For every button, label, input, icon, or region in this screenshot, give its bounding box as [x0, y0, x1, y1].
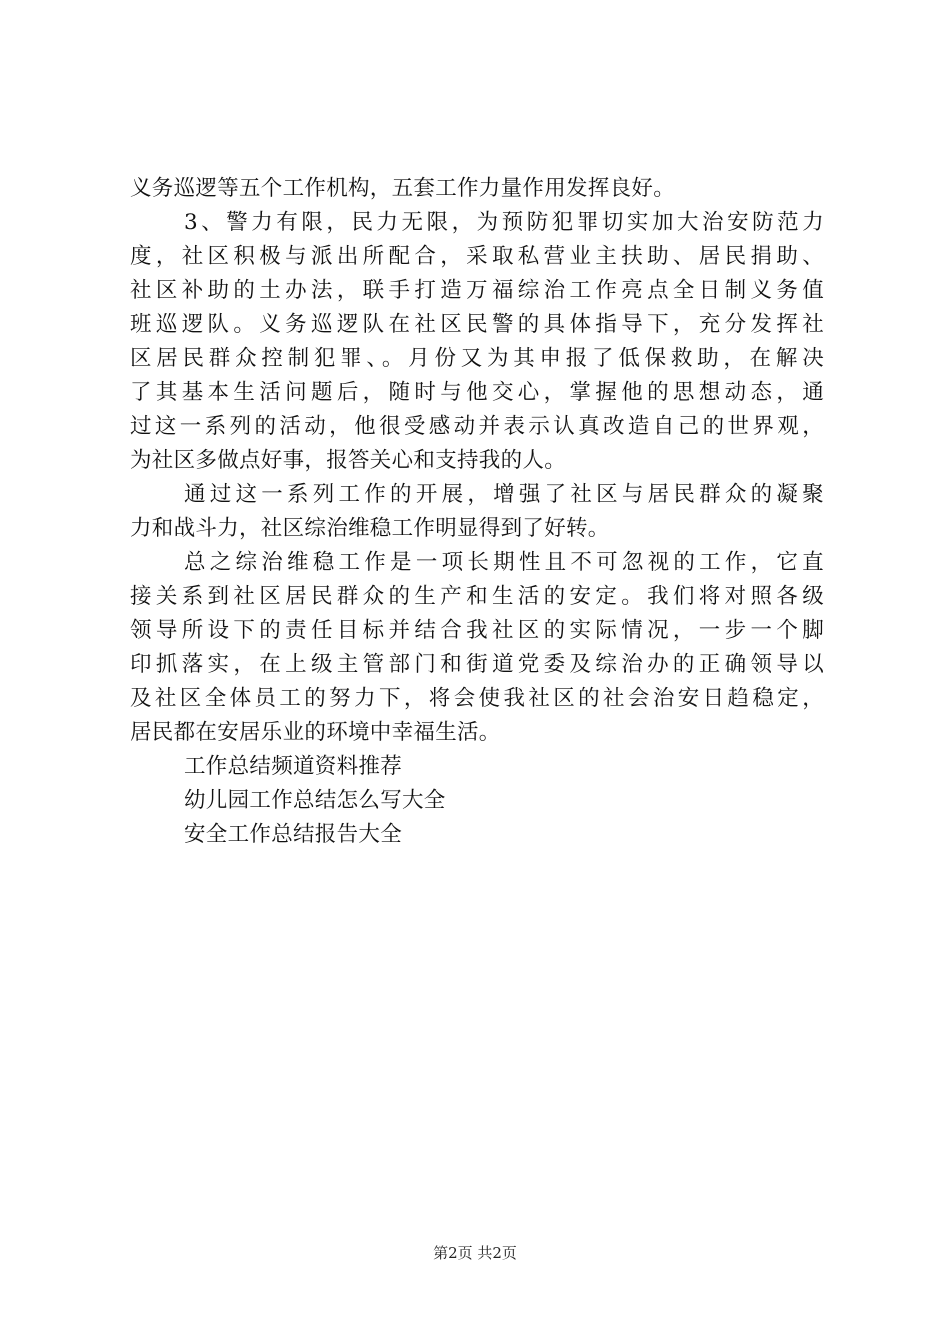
text-line: 印抓落实，在上级主管部门和街道党委及综治办的正确领导以 — [130, 652, 824, 677]
text-line: 力和战斗力，社区综治维稳工作明显得到了好转。 — [130, 516, 610, 541]
text-line: 居民都在安居乐业的环境中幸福生活。 — [130, 720, 501, 745]
text-line: 义务巡逻等五个工作机构，五套工作力量作用发挥良好。 — [130, 176, 676, 201]
recommendation-link[interactable]: 安全工作总结报告大全 — [184, 822, 403, 847]
text-line: 3、警力有限，民力无限，为预防犯罪切实加大治安防范力 — [184, 210, 824, 235]
text-line: 了其基本生活问题后，随时与他交心，掌握他的思想动态，通 — [130, 380, 824, 405]
text-line: 区居民群众控制犯罪、。月份又为其申报了低保救助，在解决 — [130, 346, 824, 371]
document-body — [130, 172, 824, 852]
recommendation-link[interactable]: 幼儿园工作总结怎么写大全 — [184, 788, 446, 813]
text-line: 总之综治维稳工作是一项长期性且不可忽视的工作，它直 — [184, 550, 824, 575]
text-line: 社区补助的土办法，联手打造万福综治工作亮点全日制义务值 — [130, 278, 824, 303]
text-line: 班巡逻队。义务巡逻队在社区民警的具体指导下，充分发挥社 — [130, 312, 824, 337]
text-line: 为社区多做点好事，报答关心和支持我的人。 — [130, 448, 567, 473]
text-line: 通过这一系列工作的开展，增强了社区与居民群众的凝聚 — [184, 482, 824, 507]
text-line: 接关系到社区居民群众的生产和生活的安定。我们将对照各级 — [130, 584, 824, 609]
recommendation-heading: 工作总结频道资料推荐 — [184, 754, 403, 779]
text-line: 及社区全体员工的努力下，将会使我社区的社会治安日趋稳定， — [130, 686, 824, 711]
text-line: 领导所设下的责任目标并结合我社区的实际情况，一步一个脚 — [130, 618, 824, 643]
page-number: 第2页 共2页 — [433, 1244, 517, 1262]
text-line: 过这一系列的活动，他很受感动并表示认真改造自己的世界观， — [130, 414, 824, 439]
text-line: 度，社区积极与派出所配合，采取私营业主扶助、居民捐助、 — [130, 244, 824, 269]
